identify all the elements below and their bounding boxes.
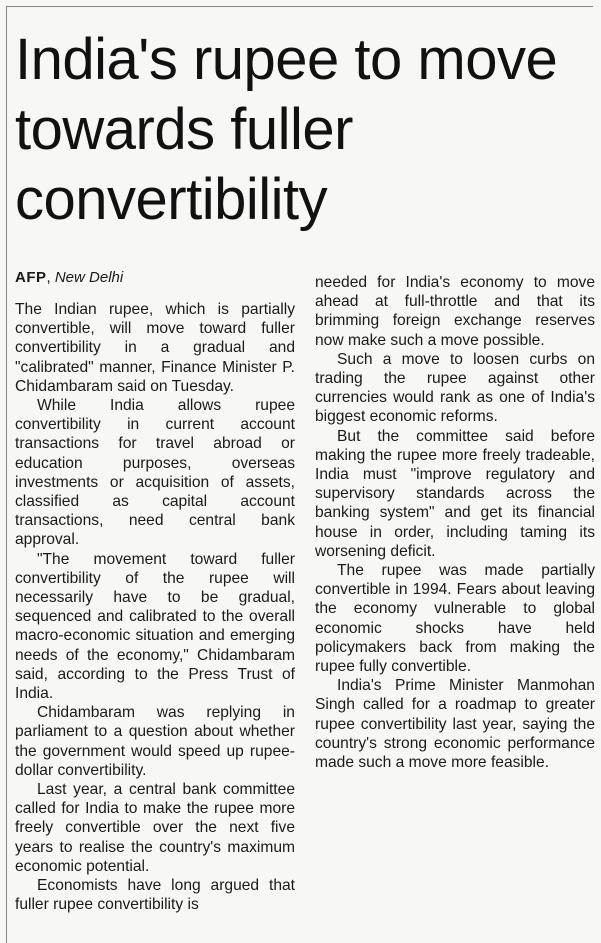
paragraph: Such a move to loosen curbs on trading the rupee against other currencies would rank as one of India's biggest economic reforms. — [315, 350, 595, 426]
paragraph: But the committee said before making the rupee more freely tradeable, India must "improve regulatory and supervisory standards across the banking system" and get its financial house in order, including taming its worsening deficit. — [315, 427, 595, 560]
paragraph: The rupee was made partially convertible in 1994. Fears about leaving the economy vulnerable to global economic shocks have held policymakers back from making the rupee fully convertible. — [315, 562, 595, 676]
article-headline: India's rupee to move towards fuller convertibility — [15, 27, 558, 232]
paragraph: India's Prime Minister Manmohan Singh called for a roadmap to greater rupee convertibility last year, saying the country's strong economic performance made such a move more feasible. — [315, 677, 595, 772]
paragraph: While India allows rupee convertibility in current account transactions for travel abroad or education purposes, overseas investments or acquisition of assets, classified as capital account transactions, need central bank approval. — [15, 397, 295, 549]
paragraph: "The movement toward fuller convertibility of the rupee will necessarily have to be gradual, sequenced and calibrated to the overall macro-economic situation and emerging needs of the economy," Chidambaram said, according to the Press Trust of India. — [15, 550, 295, 703]
paragraph: Chidambaram was replying in parliament to a question about whether the government would speed up rupee-dollar convertibility. — [15, 704, 295, 779]
byline: AFP, New Delhi — [15, 269, 124, 286]
article-column-left — [15, 268, 295, 915]
byline-location: New Delhi — [54, 269, 124, 286]
paragraph-continuation: needed for India's economy to move ahead at full-throttle and that its brimming foreign exchange reserves now make such a move possible. — [315, 274, 595, 349]
byline-source: AFP — [15, 269, 47, 286]
newspaper-clipping — [6, 6, 593, 943]
paragraph: Economists have long argued that fuller rupee convertibility is — [15, 877, 295, 914]
article-column-right — [315, 273, 595, 772]
paragraph: The Indian rupee, which is partially convertible, will move toward fuller convertibility in a gradual and "calibrated" manner, Finance Minister P. Chidambaram said on Tuesday. — [15, 301, 295, 395]
paragraph: Last year, a central bank committee called for India to make the rupee more freely convertible over the next five years to realise the country's maximum economic potential. — [15, 781, 295, 875]
